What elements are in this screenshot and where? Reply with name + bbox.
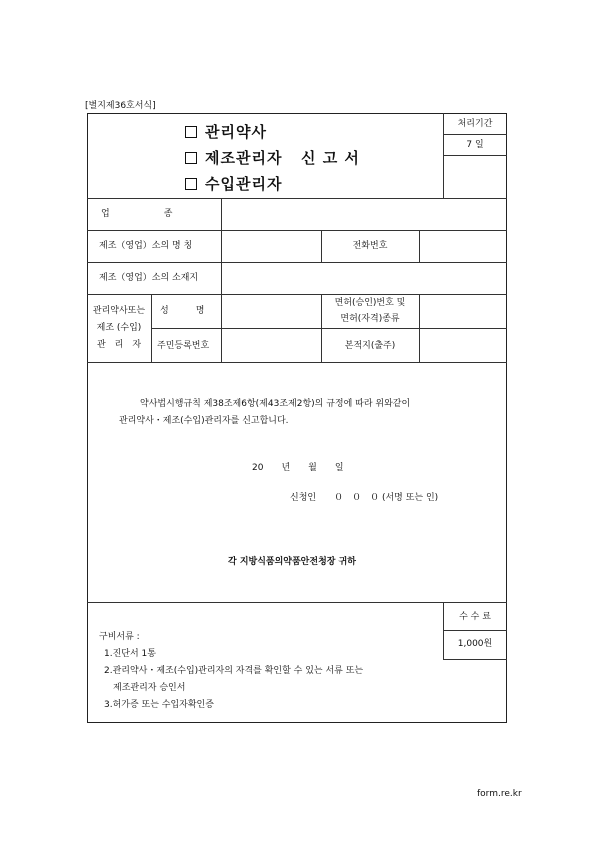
business-type-field[interactable]	[222, 199, 506, 229]
form-title-suffix: 신 고 서	[301, 149, 360, 167]
attachment-item: 제조관리자 승인서	[113, 683, 186, 693]
fee-label: 수 수 료	[459, 612, 491, 622]
date-line: 20 년 월 일	[252, 463, 344, 473]
person-name-field[interactable]	[222, 295, 320, 327]
checkbox-icon[interactable]	[185, 126, 197, 138]
manager-group-label: 제조 (수입)	[96, 323, 142, 333]
divider	[443, 155, 507, 156]
attachments-heading: 구비서류 :	[99, 632, 140, 642]
divider	[443, 630, 507, 631]
license-label: 면허(승인)번호 및	[334, 298, 406, 308]
domicile-field[interactable]	[420, 329, 506, 361]
checkbox-icon[interactable]	[185, 152, 197, 164]
business-name-field[interactable]	[222, 231, 320, 261]
form-number: [별지제36호서식]	[85, 101, 156, 111]
processing-period-label: 처리기간	[457, 119, 493, 129]
applicant-line: 신청인 ０ ０ ０ (서명 또는 인)	[290, 493, 439, 503]
divider	[87, 602, 507, 603]
attachment-item: 1.진단서 1통	[104, 649, 156, 659]
license-label: 면허(자격)종류	[340, 314, 400, 324]
checkbox-icon[interactable]	[185, 178, 197, 190]
divider	[87, 362, 507, 363]
business-address-label: 제조（영업）소의 소재지	[99, 273, 199, 283]
option-manufacturing-manager[interactable]: 제조관리자	[185, 151, 282, 166]
business-address-field[interactable]	[222, 263, 506, 293]
attachment-item: 2.관리약사・제조(수입)관리자의 자격를 확인할 수 있는 서류 또는	[104, 666, 364, 676]
person-name-label: 성 명	[160, 306, 205, 316]
manager-group-label: 관 리 자	[96, 340, 142, 350]
divider	[151, 294, 152, 362]
manager-group-label: 관리약사또는	[92, 306, 146, 316]
phone-field[interactable]	[420, 231, 506, 261]
business-name-label: 제조（영업）소의 명 칭	[99, 241, 193, 251]
option-import-manager[interactable]: 수입관리자	[185, 177, 282, 192]
resident-number-field[interactable]	[222, 329, 320, 361]
fee-value: 1,000원	[457, 639, 493, 649]
declaration-text: 관리약사・제조(수입)관리자를 신고합니다.	[119, 416, 289, 426]
divider	[443, 134, 507, 135]
resident-number-label: 주민등록번호	[157, 341, 210, 351]
attachment-item: 3.허가증 또는 수입자확인증	[104, 700, 214, 710]
footer-source: form.re.kr	[477, 789, 522, 799]
domicile-label: 본적지(출주)	[344, 341, 396, 351]
addressee: 각 지방식품의약품안전청장 귀하	[228, 557, 356, 567]
processing-period-value: 7 일	[466, 140, 484, 150]
option-pharmacist[interactable]: 관리약사	[185, 125, 267, 140]
phone-label: 전화번호	[352, 241, 388, 251]
license-field[interactable]	[420, 295, 506, 327]
business-type-label: 업 종	[101, 209, 173, 219]
declaration-text: 약사법시행규칙 제38조제6항(제43조제2항)의 규정에 따라 위와같이	[140, 399, 411, 409]
divider	[443, 659, 507, 660]
